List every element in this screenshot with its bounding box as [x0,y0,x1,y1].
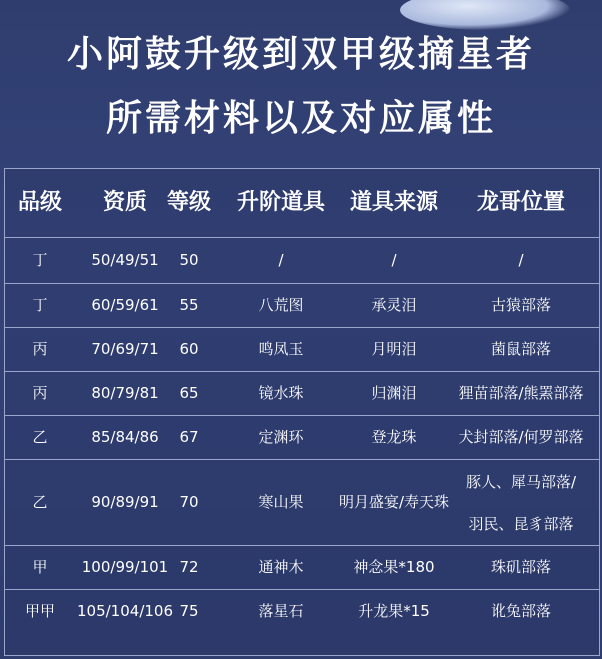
location-cell [443,546,599,589]
header-source: 道具来源 [349,190,438,215]
location-line: 犬封部落/何罗部落 [458,428,584,447]
source-cell: 登龙珠 [371,428,417,447]
source-cell: 归渊泪 [371,384,417,403]
location-line: 豚人、犀马部落/ [465,472,577,491]
header-aptitude: 资质 [102,190,147,215]
item-cell: 鸣凤玉 [258,340,304,359]
location-line: 讹兔部落 [490,602,551,621]
source-cell: 升龙果*15 [358,602,430,621]
table-row [5,546,599,590]
location-cell [443,328,599,371]
grade-cell: 丁 [32,296,48,315]
page-title: 小阿鼓升级到双甲级摘星者 [66,34,535,75]
grade-cell: 乙 [32,428,48,447]
level-cell: 65 [179,384,199,403]
grade-cell: 丙 [32,340,48,359]
item-cell: 八荒图 [258,296,304,315]
source-cell: 月明泪 [371,340,417,359]
aptitude-cell: 80/79/81 [91,384,159,403]
level-cell: 50 [179,251,199,270]
location-line: 古猿部落 [490,296,551,315]
aptitude-cell: 85/84/86 [91,428,159,447]
level-cell: 72 [179,558,199,577]
header-item: 升阶道具 [236,190,325,215]
item-cell: 寒山果 [258,493,304,512]
header-location: 龙哥位置 [476,190,565,215]
header-level: 等级 [166,190,211,215]
page-subtitle: 所需材料以及对应属性 [105,98,496,139]
grade-cell: 甲甲 [24,602,55,621]
table-row [5,284,599,328]
aptitude-cell: 90/89/91 [91,493,159,512]
location-cell [443,284,599,327]
location-line: 珠矶部落 [490,558,551,577]
item-cell: / [278,251,284,270]
aptitude-cell: 100/99/101 [81,558,169,577]
level-cell: 75 [179,602,199,621]
grade-cell: 丙 [32,384,48,403]
location-cell [443,238,599,283]
source-cell: 明月盛宴/寿天珠 [338,493,450,512]
location-cell [443,372,599,415]
aptitude-cell: 60/59/61 [91,296,159,315]
table-row [5,238,599,284]
materials-table [4,168,600,656]
grade-cell: 乙 [32,493,48,512]
source-cell: / [391,251,397,270]
table-header [5,169,599,238]
source-cell: 承灵泪 [371,296,417,315]
table-row [5,416,599,460]
item-cell: 落星石 [258,602,304,621]
source-cell: 神念果*180 [353,558,435,577]
location-line: 狸苗部落/熊罴部落 [458,384,584,403]
table-row [5,460,599,546]
level-cell: 55 [179,296,199,315]
item-cell: 定渊环 [258,428,304,447]
aptitude-cell: 50/49/51 [91,251,159,270]
table-row [5,590,599,633]
aptitude-cell: 105/104/106 [77,602,173,621]
item-cell: 通神木 [258,558,304,577]
header-grade: 品级 [17,190,62,215]
location-cell [443,460,599,545]
location-cell [443,416,599,459]
grade-cell: 丁 [32,251,48,270]
location-line: / [518,251,524,270]
aptitude-cell: 70/69/71 [91,340,159,359]
location-line: 菌鼠部落 [490,340,551,359]
table-row [5,372,599,416]
location-line: 羽民、昆豸部落 [468,514,574,533]
level-cell: 70 [179,493,199,512]
grade-cell: 甲 [32,558,48,577]
location-cell [443,590,599,633]
table-row [5,328,599,372]
level-cell: 67 [179,428,199,447]
level-cell: 60 [179,340,199,359]
item-cell: 镜水珠 [258,384,304,403]
